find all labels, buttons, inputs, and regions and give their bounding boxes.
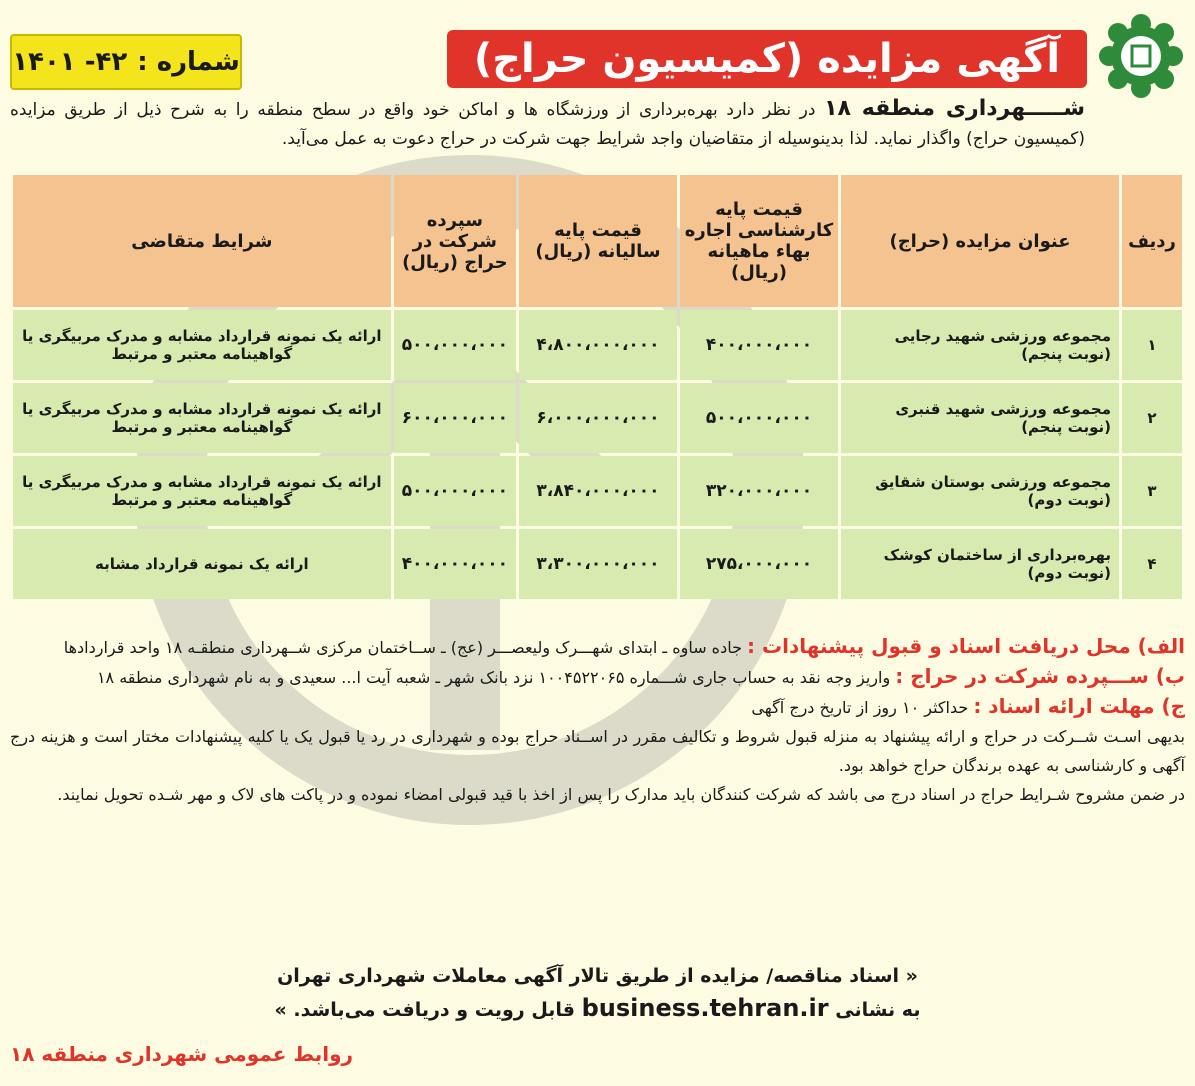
- auction-table: [10, 172, 1185, 602]
- intro-paragraph: [10, 94, 1085, 154]
- cell-monthly: ۴۰۰،۰۰۰،۰۰۰: [680, 310, 838, 380]
- cell-monthly: ۲۷۵،۰۰۰،۰۰۰: [680, 529, 838, 599]
- cell-row: ۱: [1122, 310, 1182, 380]
- intro-text: در نظر دارد بهره‌برداری از ورزشگاه ها و اماکن خود واقع در سطح منطقه را به شرح ذیل از طریق مزایده (کمیسیون حراج) واگذار نماید. لذا بدینوسیله از متقاضیان واجد شرایط جهت شرکت در حراج دعوت به عمل می‌آید.: [10, 100, 1085, 149]
- table-header-row: [13, 175, 1182, 307]
- cell-annual: ۳،۸۴۰،۰۰۰،۰۰۰: [519, 456, 677, 526]
- cell-row: ۴: [1122, 529, 1182, 599]
- note-c-label: ج) مهلت ارائه اسناد :: [973, 694, 1185, 718]
- notes-section: [10, 632, 1185, 809]
- col-conditions: شرایط متقاضی: [13, 175, 391, 307]
- portal-line-2-pre: به نشانی: [835, 999, 921, 1021]
- cell-monthly: ۳۲۰،۰۰۰،۰۰۰: [680, 456, 838, 526]
- note-paragraph-1: بدیهی اسـت شــرکت در حراج و ارائه پیشنهاد به منزله قبول شروط و تکالیف مقرر در اســناد حراج بوده و شهرداری در رد یا قبول یک یا کلیه پیشنهادات مختار است و هزینه درج آگهی و کارشناسی به عهده برندگان حراج خواهد بود.: [10, 727, 1185, 775]
- cell-title: مجموعه ورزشی شهید قنبری (نوبت پنجم): [841, 383, 1119, 453]
- number-label: شماره :: [137, 47, 240, 77]
- note-a-label: الف) محل دریافت اسناد و قبول پیشنهادات :: [747, 634, 1185, 658]
- cell-title: بهره‌برداری از ساختمان کوشک (نوبت دوم): [841, 529, 1119, 599]
- portal-line-2-post: قابل رویت و دریافت می‌باشد. »: [274, 999, 575, 1021]
- col-deposit: سپرده شرکت در حراج (ریال): [394, 175, 516, 307]
- table-row: [13, 310, 1182, 380]
- table-row: [13, 529, 1182, 599]
- note-a: [10, 632, 1185, 662]
- tehran-municipality-logo: [1099, 14, 1183, 98]
- header: [8, 12, 1187, 94]
- cell-deposit: ۵۰۰،۰۰۰،۰۰۰: [394, 456, 516, 526]
- cell-conditions: ارائه یک نمونه قرارداد مشابه و مدرک مربیگری یا گواهینامه معتبر و مرتبط: [13, 310, 391, 380]
- table-row: [13, 456, 1182, 526]
- footer-signature: روابط عمومی شهرداری منطقه ۱۸: [10, 1042, 354, 1066]
- cell-deposit: ۴۰۰،۰۰۰،۰۰۰: [394, 529, 516, 599]
- col-annual: قیمت پایه سالیانه (ریال): [519, 175, 677, 307]
- note-c-text: حداکثر ۱۰ روز از تاریخ درج آگهی: [751, 698, 974, 717]
- portal-line-2: [0, 992, 1195, 1026]
- business-portal-notice: [0, 960, 1195, 1026]
- cell-row: ۳: [1122, 456, 1182, 526]
- number-value: ۴۲- ۱۴۰۱: [12, 47, 128, 77]
- announcement-title: آگهی مزایده (کمیسیون حراج): [447, 30, 1087, 88]
- note-a-text: جاده ساوه ـ ابتدای شهـــرک ولیعصـــر (عج) ـ ســاختمان مرکزی شــهرداری منطقـه ۱۸ واحد قراردادها: [63, 638, 748, 657]
- cell-row: ۲: [1122, 383, 1182, 453]
- col-row: ردیف: [1122, 175, 1182, 307]
- col-monthly: قیمت پایه کارشناسی اجاره بهاء ماهیانه (ریال): [680, 175, 838, 307]
- intro-lead: شـــــهرداری منطقه ۱۸: [824, 96, 1085, 121]
- cell-annual: ۳،۳۰۰،۰۰۰،۰۰۰: [519, 529, 677, 599]
- note-c: [10, 692, 1185, 722]
- note-paragraph-2: در ضمن مشروح شـرایط حراج در اسناد درج می باشد که شرکت کنندگان باید مدارک را پس از اخذ با قید قبولی امضاء نموده و در پاکت های لاک و مهر شـده تحویل نمایند.: [57, 785, 1185, 804]
- note-b-label: ب) ســـپرده شرکت در حراج :: [895, 664, 1185, 688]
- cell-title: مجموعه ورزشی شهید رجایی (نوبت پنجم): [841, 310, 1119, 380]
- portal-url-link[interactable]: business.tehran.ir: [581, 994, 829, 1022]
- cell-conditions: ارائه یک نمونه قرارداد مشابه: [13, 529, 391, 599]
- cell-conditions: ارائه یک نمونه قرارداد مشابه و مدرک مربیگری یا گواهینامه معتبر و مرتبط: [13, 456, 391, 526]
- col-title: عنوان مزایده (حراج): [841, 175, 1119, 307]
- announcement-number: [10, 34, 242, 90]
- cell-monthly: ۵۰۰،۰۰۰،۰۰۰: [680, 383, 838, 453]
- table-row: [13, 383, 1182, 453]
- note-b-text: واریز وجه نقد به حساب جاری شـــماره ۱۰۰۴۵۲۲۰۶۵ نزد بانک شهر ـ شعبه آیت ا... سعیدی و به نام شهرداری منطقه ۱۸: [96, 668, 896, 687]
- cell-deposit: ۵۰۰،۰۰۰،۰۰۰: [394, 310, 516, 380]
- cell-conditions: ارائه یک نمونه قرارداد مشابه و مدرک مربیگری یا گواهینامه معتبر و مرتبط: [13, 383, 391, 453]
- note-b: [10, 662, 1185, 692]
- cell-deposit: ۶۰۰،۰۰۰،۰۰۰: [394, 383, 516, 453]
- cell-title: مجموعه ورزشی بوستان شقایق (نوبت دوم): [841, 456, 1119, 526]
- portal-line-1: « اسناد مناقصه/ مزایده از طریق تالار آگهی معاملات شهرداری تهران: [277, 965, 918, 987]
- cell-annual: ۴،۸۰۰،۰۰۰،۰۰۰: [519, 310, 677, 380]
- cell-annual: ۶،۰۰۰،۰۰۰،۰۰۰: [519, 383, 677, 453]
